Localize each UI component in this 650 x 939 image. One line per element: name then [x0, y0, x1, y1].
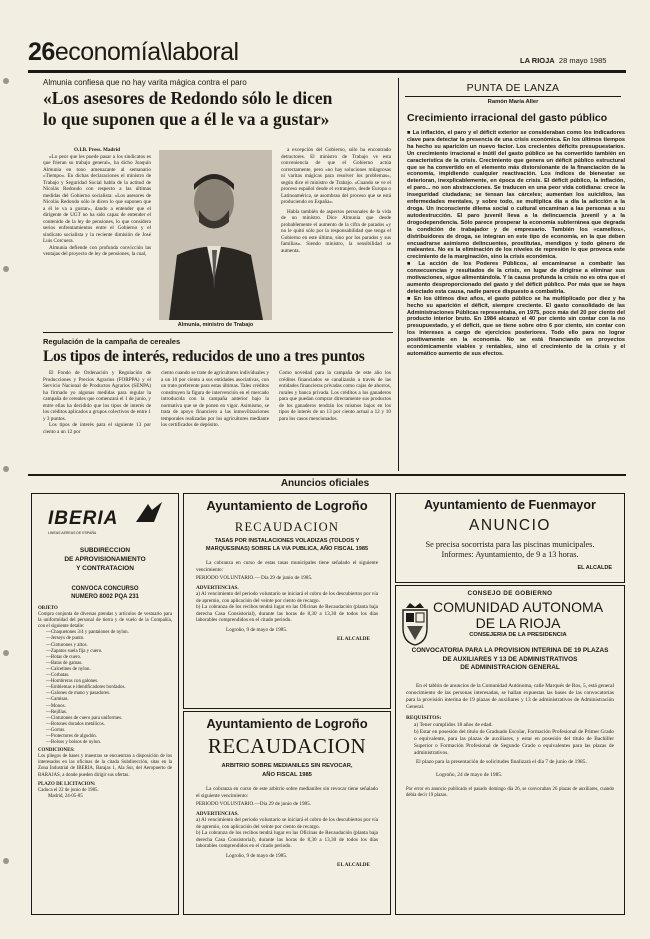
rioja-title — [420, 599, 616, 631]
fuenmayor-ad — [395, 493, 625, 583]
logrono-1-advertencias: ADVERTENCIAS. — [196, 584, 239, 591]
rioja-consejeria: CONSEJERIA DE LA PRESIDENCIA — [469, 632, 567, 638]
iberia-item-list — [38, 630, 172, 746]
opinion-column — [398, 78, 627, 471]
rioja-note: Por error en anuncio publicado el pasado domingo día 26, se convocaban 26 plazas de auxiliares, cuando debía decir 19 plazas. — [406, 787, 614, 798]
newspaper-info — [520, 56, 606, 65]
second-col-3: Como novedad para la campaña de este año los créditos financiados se canalizarán a través de las entidades financieras privadas como cajas de ahorros, rurales y banca privada. Los créditos a los ganaderos para que puedan comprar directamente sus productos de los ganaderos tendrán los mismos bajos en los tipos de interés de un 13 por ciento actual a 12 y 10 para los casos mencionados. — [279, 370, 391, 422]
main-col-1-text: «Lo peor que les puede pasar a los sindicatos es que frieran su trabajo general», ha dicho Joaquín Almunia en tono amenazante al semanario «Tiempo». En dichas declaraciones el ministro de Trabajo y Seguridad Social habla de la actitud de Nicolás Redondo con respecto a las últimas medidas del Gobierno socialista: «Los asesores de Nicolás Redondo sólo le dicen lo que suponen que a él le va a gustar», dando a entender que el dirigente de UGT no ha sido capaz de entender el contenido de la ley de pensiones, lo que considera serios enfrentamientos entre el Gobierno y el sindicato socialista y la reciente dimisión de José Luis Corcuera. — [43, 153, 151, 244]
requisitos-label: REQUISITOS: — [406, 715, 442, 721]
main-kicker: Almunia confiesa que no hay varita mágica contra el paro — [43, 78, 247, 87]
iberia-ad — [31, 493, 179, 915]
binding-hole — [3, 78, 9, 84]
iberia-item: —Zapatos suela fija y cuero. — [46, 648, 103, 654]
almunia-photo — [159, 150, 272, 320]
plazo-label: PLAZO DE LICITACION: — [38, 781, 96, 787]
bullet-icon: ■ — [407, 295, 414, 302]
logrono-2-date: Logroño, 9 de mayo de 1985. — [226, 852, 288, 859]
iberia-dept-line: Y CONTRATACION — [76, 565, 134, 572]
requisito-b: b) Estar en posesión del título de Graduado Escolar, Formación Profesional de Primer Grado o equivalente, para las plazas de auxiliares, y estar en posesión del título de Bachiller Superior o Formación Profesional de Segundo Grado o equivalentes para las plazas de administrativos. — [414, 729, 614, 756]
rioja-body — [406, 683, 614, 799]
column-section-title: PUNTA DE LANZA — [405, 82, 621, 97]
rioja-title-line-2: DE LA RIOJA — [475, 615, 561, 631]
fuenmayor-title: Ayuntamiento de Fuenmayor — [424, 498, 596, 512]
fuenmayor-subtitle: ANUNCIO — [469, 517, 551, 534]
iberia-dept-line: SUBDIRECCION — [79, 547, 131, 554]
issue-date: 28 mayo 1985 — [558, 56, 607, 65]
fuenmayor-body-line-2: Informes: Ayuntamiento, de 9 a 13 horas. — [441, 550, 579, 559]
iberia-logo-sub: LINEAS AEREAS DE ESPAÑA — [48, 531, 97, 535]
requisito-a: a) Tener cumplidos 18 años de edad. — [414, 722, 493, 728]
iberia-place-date: Madrid, 24-05-85 — [48, 793, 83, 799]
iberia-dept-line: DE APROVISIONAMIENTO — [64, 556, 146, 563]
binding-hole — [3, 266, 9, 272]
column-paragraph: ■ La inflación, el paro y el déficit exterior se consideraban como los indicadores clave para detectar la presencia de una crisis económica. En los últimos tiempos ha hecho su aparición un nuevo factor. Los crecientes déficits presupuestarios. Un crecimiento irracional e inútil del gasto público se ha convertido también en característica de la crisis. Crecimiento que genera un déficit público estructural que se ha convertido en el elemento más distorsionante de la financiación de la economía, impidiendo cualquier reactivación. Los índices de bienestar se deterioran, inexplicablemente, en época de crisis. El déficit público, la inflación, el paro... no son abstracciones. Se traducen en una peor vida cotidiana: crece la inseguridad ciudadana; se tensan las cárceles; aumentan los suicidios, las enfermedades mentales, y sobre todo, se multiplica día a día la adicción a la droga. Un inconsciente dilema social o cultural encaminan a las personas a su autodestrucción. El paro juvenil lleva a la delincuencia juvenil y a la drogodependencia. Sólo parece prosperar la economía subterránea que degrada la condición de trabajador y de empresario. También los «camellos», distribuidores de droga, se integran en este tipo de economía, en la que deben encuadrarse asimismo delincuentes, prostitutas, mendigos y todo género de maleantes. No es la eliminación de los niveles de represión lo que provoca este crecimiento de la marginación, sino la crisis económica. — [407, 130, 625, 261]
section-header — [28, 38, 239, 67]
anuncios-rule — [28, 474, 626, 476]
logrono-2-body — [196, 786, 378, 869]
column-body — [407, 130, 625, 358]
main-col-1 — [43, 147, 151, 258]
main-headline-line-1: «Los asesores de Redondo sólo le dicen — [43, 88, 333, 108]
logrono-2-signature: EL ALCALDE — [336, 862, 370, 868]
iberia-crown-icon — [134, 500, 164, 528]
condiciones-text: Los pliegos de bases y muestras se encuentran a disposición de los interesados en las oficinas de la citada Subdirección, sitas en la Zona Industrial de IBERIA, Barajas 1, Ala Sur, del Aeropuerto de BARAJAS, a donde pueden dirigir sus ofertas. — [38, 754, 172, 778]
condiciones-label: CONDICIONES: — [38, 748, 75, 754]
binding-hole — [3, 466, 9, 472]
objeto-label: OBJETO — [38, 606, 58, 611]
rioja-consejo: CONSEJO DE GOBIERNO — [467, 590, 553, 597]
convocatoria-line-3: DE ADMINISTRACION GENERAL — [460, 664, 560, 671]
logrono-2-adv-b: b) La cobranza de los recibos tendrá lugar en las Oficinas de Recaudación (planta baja derecha Casa Consistorial), durante las horas de 8,30 a 13,30 de todos los días laborables comprendidos en el citado periodo. — [196, 830, 378, 849]
second-col-2: ciento cuando se trate de agricultores individuales y a un 10 por ciento a sus entidades asociativas, con un trato preferente para estas últimas. Tales créditos constituyen la figura de intervención en el mercado introducida con la campaña anterior bajo la normativa que se de ponen en vigor. Asimismo, se trata de apoyo financiero a las inmovilizaciones temporales realizadas por los agricultores mediante los certificados de depósito. — [161, 370, 269, 428]
logrono-1-adv-b: b) La cobranza de los recibos tendrá lugar en las Oficinas de Recaudación (planta baja derecha Casa Consistorial), durante las horas de 8,30 a 13,30 de todos los días laborables comprendidos en el citado periodo. — [196, 604, 378, 623]
portrait-image — [159, 150, 272, 320]
iberia-item: —Cinturones de cuero para uniformes. — [46, 715, 123, 721]
column-paragraph: ■ La acción de los Poderes Públicos, al encaminarse a combatir las consecuencias y resultados de la crisis, en lugar de dirigirse a eliminar sus motivaciones, sigue alimentándola. Y la causa profunda la crisis no es otra que el aumento desproporcionado del gasto y del déficit público. Por más que se haya detectado esta causa, nadie parece dispuesto a combatirla. — [407, 261, 625, 295]
plazo-text: Caduca el 22 de junio de 1985. — [38, 787, 99, 793]
rioja-body-text: En el tablón de anuncios de la Comunidad Autónoma, calle Marqués de Ros, 5, está general conocimiento de las personas interesadas, se hallan expuestas las bases de las convocatorias para la provisión interina de 19 plazas de auxiliares y 13 de administrativos de Administración General. — [406, 683, 614, 710]
logrono-1-tasas: TASAS POR INSTALACIONES VOLADIZAS (TOLDOS Y MARQUESINAS) SOBRE LA VIA PUBLICA, AÑO FISCAL 1985 — [205, 538, 369, 552]
main-headline — [43, 88, 393, 130]
fuenmayor-body-line-1: Se precisa socorrista para las piscinas municipales. — [425, 540, 595, 549]
iberia-logo — [42, 500, 168, 540]
iberia-item: —Corbatas. — [46, 673, 70, 679]
bullet-icon: ■ — [407, 261, 419, 268]
newspaper-name: LA RIOJA — [520, 56, 555, 65]
rioja-convocatoria — [402, 647, 618, 673]
iberia-concurso — [32, 586, 178, 601]
main-byline: O.I.B. Press. Madrid — [73, 147, 121, 153]
rioja-title-line-1: COMUNIDAD AUTONOMA — [432, 599, 604, 615]
article-divider — [43, 332, 393, 333]
second-col-1b-text: Los tipos de interés para el siguiente 13 por ciento a un 12 por — [43, 422, 151, 435]
photo-caption: Almunia, ministro de Trabajo — [177, 322, 254, 328]
iberia-item: —Chaquetones 3/4 y pantalones de nylon. — [46, 630, 129, 636]
logrono-2-title: Ayuntamiento de Logroño — [206, 716, 368, 731]
logrono-1-periodo: PERIODO VOLUNTARIO.— Día 29 de junio de 1985. — [196, 575, 313, 581]
iberia-item: —Calcetines de nylon. — [46, 666, 91, 672]
logrono-1-adv-a: a) Al vencimiento del periodo voluntario se iniciará el cobro de los descubiertos por vía de apremio, con aplicación del veinte por ciento de recargo. — [196, 591, 378, 604]
logrono-ad-1 — [183, 493, 391, 709]
logrono-2-advertencias: ADVERTENCIAS. — [196, 810, 239, 817]
section-number: 26 — [28, 38, 55, 66]
second-headline: Los tipos de interés, reducidos de uno a tres puntos — [43, 348, 365, 365]
iberia-item: —Hombreras con galones. — [46, 679, 99, 685]
iberia-logo-text: IBERIA — [48, 508, 119, 529]
iberia-item: —Emblemas e identificadores bordados. — [46, 685, 126, 691]
logrono-1-signature: EL ALCALDE — [336, 636, 370, 642]
main-col-2-text: a excepción del Gobierno, sólo ha encontrado detractores. El ministro de Trabajo ve esta conveniencia de que el Gobierno actúa correctamente, pero «no hay soluciones milagrosas ni varitas mágicas para resolver los problemas», según dice el ministro de Trabajo. «Cuando se ve el proceso español desde el extranjero, desde Europa o Latinoamérica, se asombran del proceso que se está produciendo en España». — [281, 147, 391, 205]
logrono-2-periodo: PERIODO VOLUNTARIO.—Día 29 de junio de 1985. — [196, 801, 312, 807]
logrono-2-adv-a: a) Al vencimiento del periodo voluntario se iniciará el cobro de los descubiertos por vía de apremio, con aplicación del veinte por ciento de recargo. — [196, 817, 378, 830]
iberia-item: —Galones de mano y pasadores. — [46, 691, 111, 697]
rioja-ad — [395, 585, 625, 915]
rioja-plazo: El plazo para la presentación de solicitudes finalizará el día 7 de junio de 1985. — [416, 759, 587, 765]
binding-hole — [3, 858, 9, 864]
main-headline-line-2: lo que suponen que a él le va a gustar» — [43, 109, 330, 129]
iberia-item: —Camisas. — [46, 697, 69, 703]
iberia-department — [32, 546, 178, 573]
column-headline: Crecimiento irracional del gasto público — [407, 112, 608, 124]
iberia-item: —Botones dorados metálicos. — [46, 721, 105, 727]
arbitrio-line-1: ARBITRIO SOBRE MEDIANILES SIN REVOCAR, — [221, 763, 353, 769]
objeto-text: Compra conjunta de diversas prendas y artículos de vestuario para la uniformidad del personal de tierra y de vuelo de la Compañía, con el siguiente detalle: — [38, 612, 172, 630]
second-col-1 — [43, 370, 151, 435]
logrono-ad-2 — [183, 711, 391, 915]
fuenmayor-signature: EL ALCALDE — [577, 565, 612, 571]
logrono-2-subtitle: RECAUDACION — [207, 734, 367, 758]
column-author: Ramón María Aller — [487, 99, 539, 105]
logrono-1-date: Logroño, 9 de mayo de 1985. — [226, 626, 288, 633]
iberia-body — [38, 606, 172, 800]
binding-hole — [3, 650, 9, 656]
header-rule — [28, 70, 626, 73]
logrono-1-body — [196, 560, 378, 643]
second-kicker: Regulación de la campaña de cereales — [43, 337, 181, 346]
fuenmayor-body — [400, 540, 620, 560]
convocatoria-line-2: DE AUXILIARES Y 13 DE ADMINISTRATIVOS — [442, 655, 578, 663]
bullet-icon: ■ — [407, 130, 413, 136]
iberia-item: —Botas de cuero. — [46, 654, 82, 660]
section-title: economía\laboral — [54, 38, 239, 66]
rioja-date: Logroño, 24 de mayo de 1985. — [436, 772, 503, 778]
iberia-item: —Protectores de algodón. — [46, 733, 97, 739]
logrono-1-title: Ayuntamiento de Logroño — [206, 498, 368, 513]
iberia-item: —Bolsos y bolsos de nylon. — [46, 740, 102, 746]
concurso-number: NUMERO 8002 PQA 231 — [71, 593, 139, 600]
convocatoria-line-1: CONVOCATORIA PARA LA PROVISION INTERINA DE 19 PLAZAS — [411, 647, 609, 654]
iberia-item: —Gorras. — [46, 727, 66, 733]
logrono-2-body-text: La cobranza en curso de este arbitrio sobre medianiles sin revocar tiene señalado el siguiente vencimiento: — [196, 786, 378, 799]
concurso-label: CONVOCA CONCURSO — [71, 586, 139, 592]
iberia-item: —Monos. — [46, 703, 66, 709]
iberia-item: —Cinturones y altos. — [46, 642, 88, 648]
iberia-item: —Jerseys de punto. — [46, 636, 85, 642]
main-col-2 — [281, 147, 391, 254]
second-col-1-text: El Fondo de Ordenación y Regulación de Producciones y Precios Agrarios (FORPPA) y el Servicio Nacional de Productos Agrarios (SENPA) ha firmado yo algunas medidas para regular la campaña de cereales que comenzará el 1 de junio, y entre ellas ha decidido que los tipos de interés de los créditos aplicados a grupos colectivos de entre 1 y 3 puntos. — [43, 370, 151, 422]
main-col-1b-text: Almunia defiende con profunda convicción las ventajas del proyecto de ley de pensiones, la cual, — [43, 244, 151, 257]
main-col-2b-text: Habla también de aspectos personales de la vida de un ministro. Dice Almunia que desde probablemente el aumento de la cifra de parados «y no le quitó sólo por la responsabilidad que tenga el Gobierno en este último, sino por los parados y sus familias». Siendo ministro, la sensibilidad se aumenta. — [281, 208, 391, 254]
arbitrio-line-2: AÑO FISCAL 1985 — [262, 772, 312, 778]
logrono-1-subtitle: RECAUDACION — [234, 520, 340, 534]
iberia-item: —Batas de gamas. — [46, 660, 83, 666]
anuncios-title: Anuncios oficiales — [280, 478, 370, 489]
iberia-item: —Rejillas. — [46, 709, 68, 715]
column-paragraph: ■ En los últimos diez años, el gasto público se ha multiplicado por diez y ha hecho su aparición el déficit, siempre creciente. El gasto consolidado de las Administraciones Públicas representaba, en 1975, poco más del 20 por ciento del producto interior bruto. En 1984 alcanzó el 40 por ciento sin contar con la no presupuestado, y el déficit, que se tiene sobre otro 6 por ciento, sin contar con los intereses a cargo de ejercicios posteriores. Todo ello para no lograr positivamente en la economía. No se está financiando en proyectos económicamente viables y rentables, sino el crecimiento de la crisis y el automático aumento de sus efectos. — [407, 295, 625, 357]
logrono-2-arbitrio — [194, 762, 380, 780]
logrono-1-body-text: La cobranza en curso de estas tasas municipales tiene señalado el siguiente vencimiento: — [196, 560, 378, 573]
